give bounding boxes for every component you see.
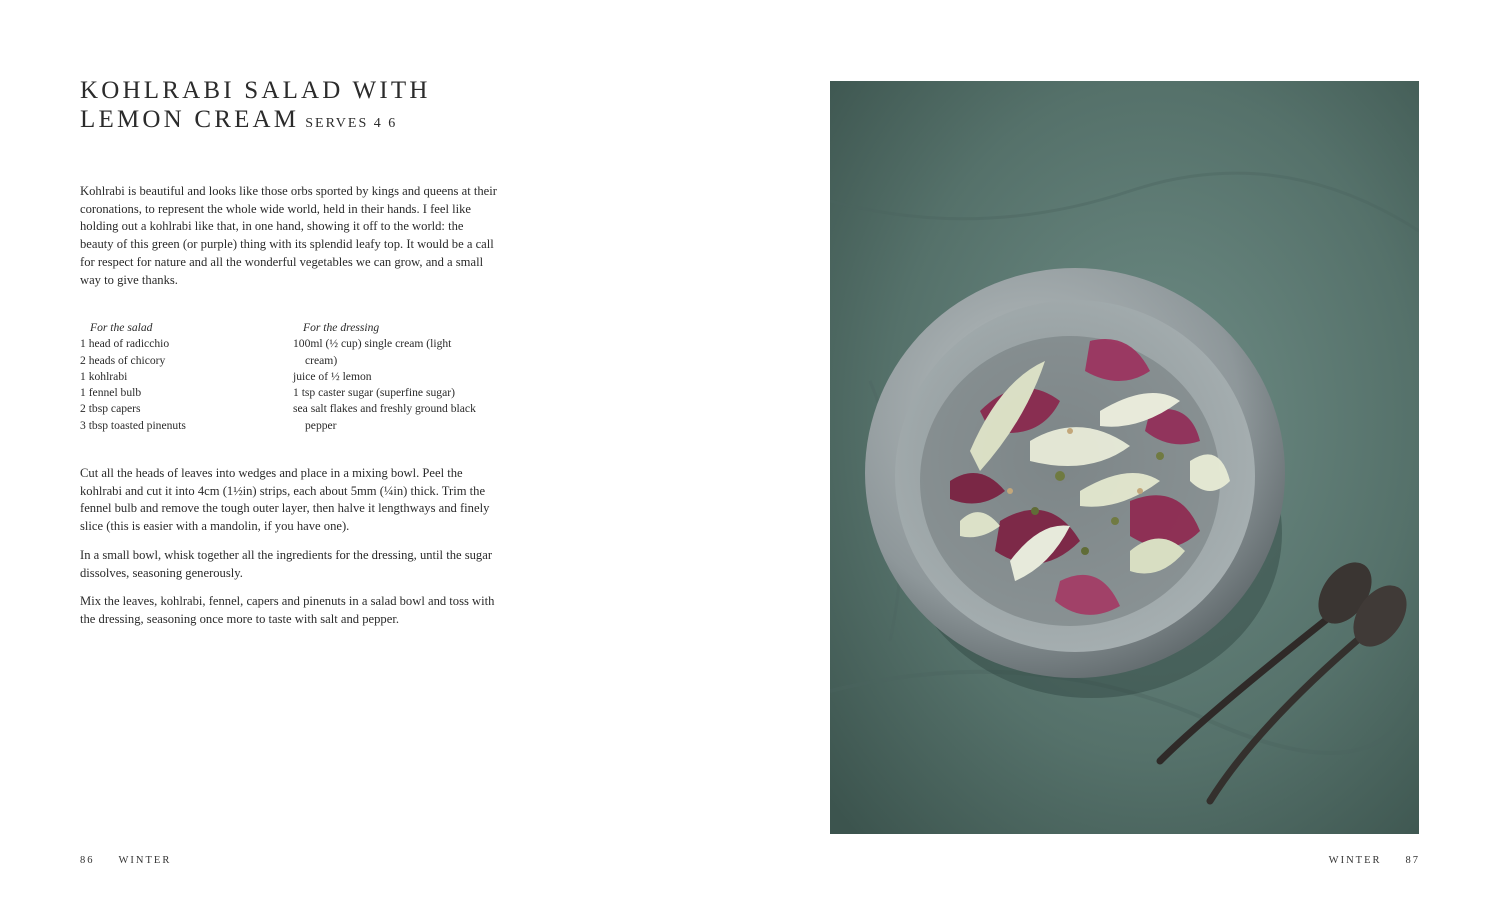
serves-label: SERVES 4 6	[305, 116, 398, 131]
dressing-ingredients	[293, 320, 493, 434]
ingredient-item: 2 tbsp capers	[80, 402, 141, 416]
section-label-right: WINTER	[1328, 855, 1382, 866]
title-line-2: LEMON CREAM	[80, 106, 300, 133]
method-step: Cut all the heads of leaves into wedges and place in a mixing bowl. Peel the kohlrabi and cut it into 4cm (1½in) strips, each about 5mm (¼in) thick. Trim the fennel bulb and remove the tough outer layer, then halve it lengthways and finely slice (this is easier with a mandolin, if you have one).	[80, 466, 490, 534]
ingredient-item: 3 tbsp toasted pinenuts	[80, 418, 186, 432]
title-line-1: KOHLRABI SALAD WITH	[80, 77, 431, 104]
ingredient-item: 1 head of radicchio	[80, 337, 170, 351]
dressing-heading: For the dressing	[303, 321, 380, 334]
ingredient-item: juice of ½ lemon	[293, 369, 372, 383]
salad-bowl-illustration	[830, 81, 1419, 834]
salad-ingredients	[80, 320, 280, 434]
salad-bowl-photo	[830, 81, 1419, 834]
salad-heading: For the salad	[90, 321, 153, 334]
method-step: In a small bowl, whisk together all the ingredients for the dressing, until the sugar dissolves, seasoning generously.	[80, 547, 493, 580]
ingredient-item: 100ml (½ cup) single cream (light cream)	[293, 337, 452, 367]
right-folio	[1329, 855, 1420, 866]
ingredient-item: 1 tsp caster sugar (superfine sugar)	[293, 386, 455, 400]
method-step: Mix the leaves, kohlrabi, fennel, capers and pinenuts in a salad bowl and toss with the dressing, seasoning once more to taste with salt and pepper.	[80, 594, 495, 626]
ingredient-item: 1 fennel bulb	[80, 386, 142, 400]
ingredient-item: 2 heads of chicory	[80, 353, 166, 367]
left-folio	[80, 855, 171, 866]
page-number-left: 86	[80, 855, 95, 866]
ingredient-item: 1 kohlrabi	[80, 369, 128, 383]
page-number-right: 87	[1405, 855, 1420, 866]
method-section	[80, 465, 500, 640]
ingredient-item: sea salt flakes and freshly ground black pepper	[293, 402, 476, 432]
section-label-left: WINTER	[118, 855, 172, 866]
recipe-title	[80, 76, 431, 138]
intro-paragraph: Kohlrabi is beautiful and looks like those orbs sported by kings and queens at their coronations, to represent the whole wide world, held in their hands. I feel like holding out a kohlrabi like that, in one hand, showing it off to the world: the beauty of this green (or purple) thing with its splendid leafy top. It would be a call for respect for nature and all the wonderful vegetables we can grow, and a small way to give thanks.	[80, 184, 497, 287]
